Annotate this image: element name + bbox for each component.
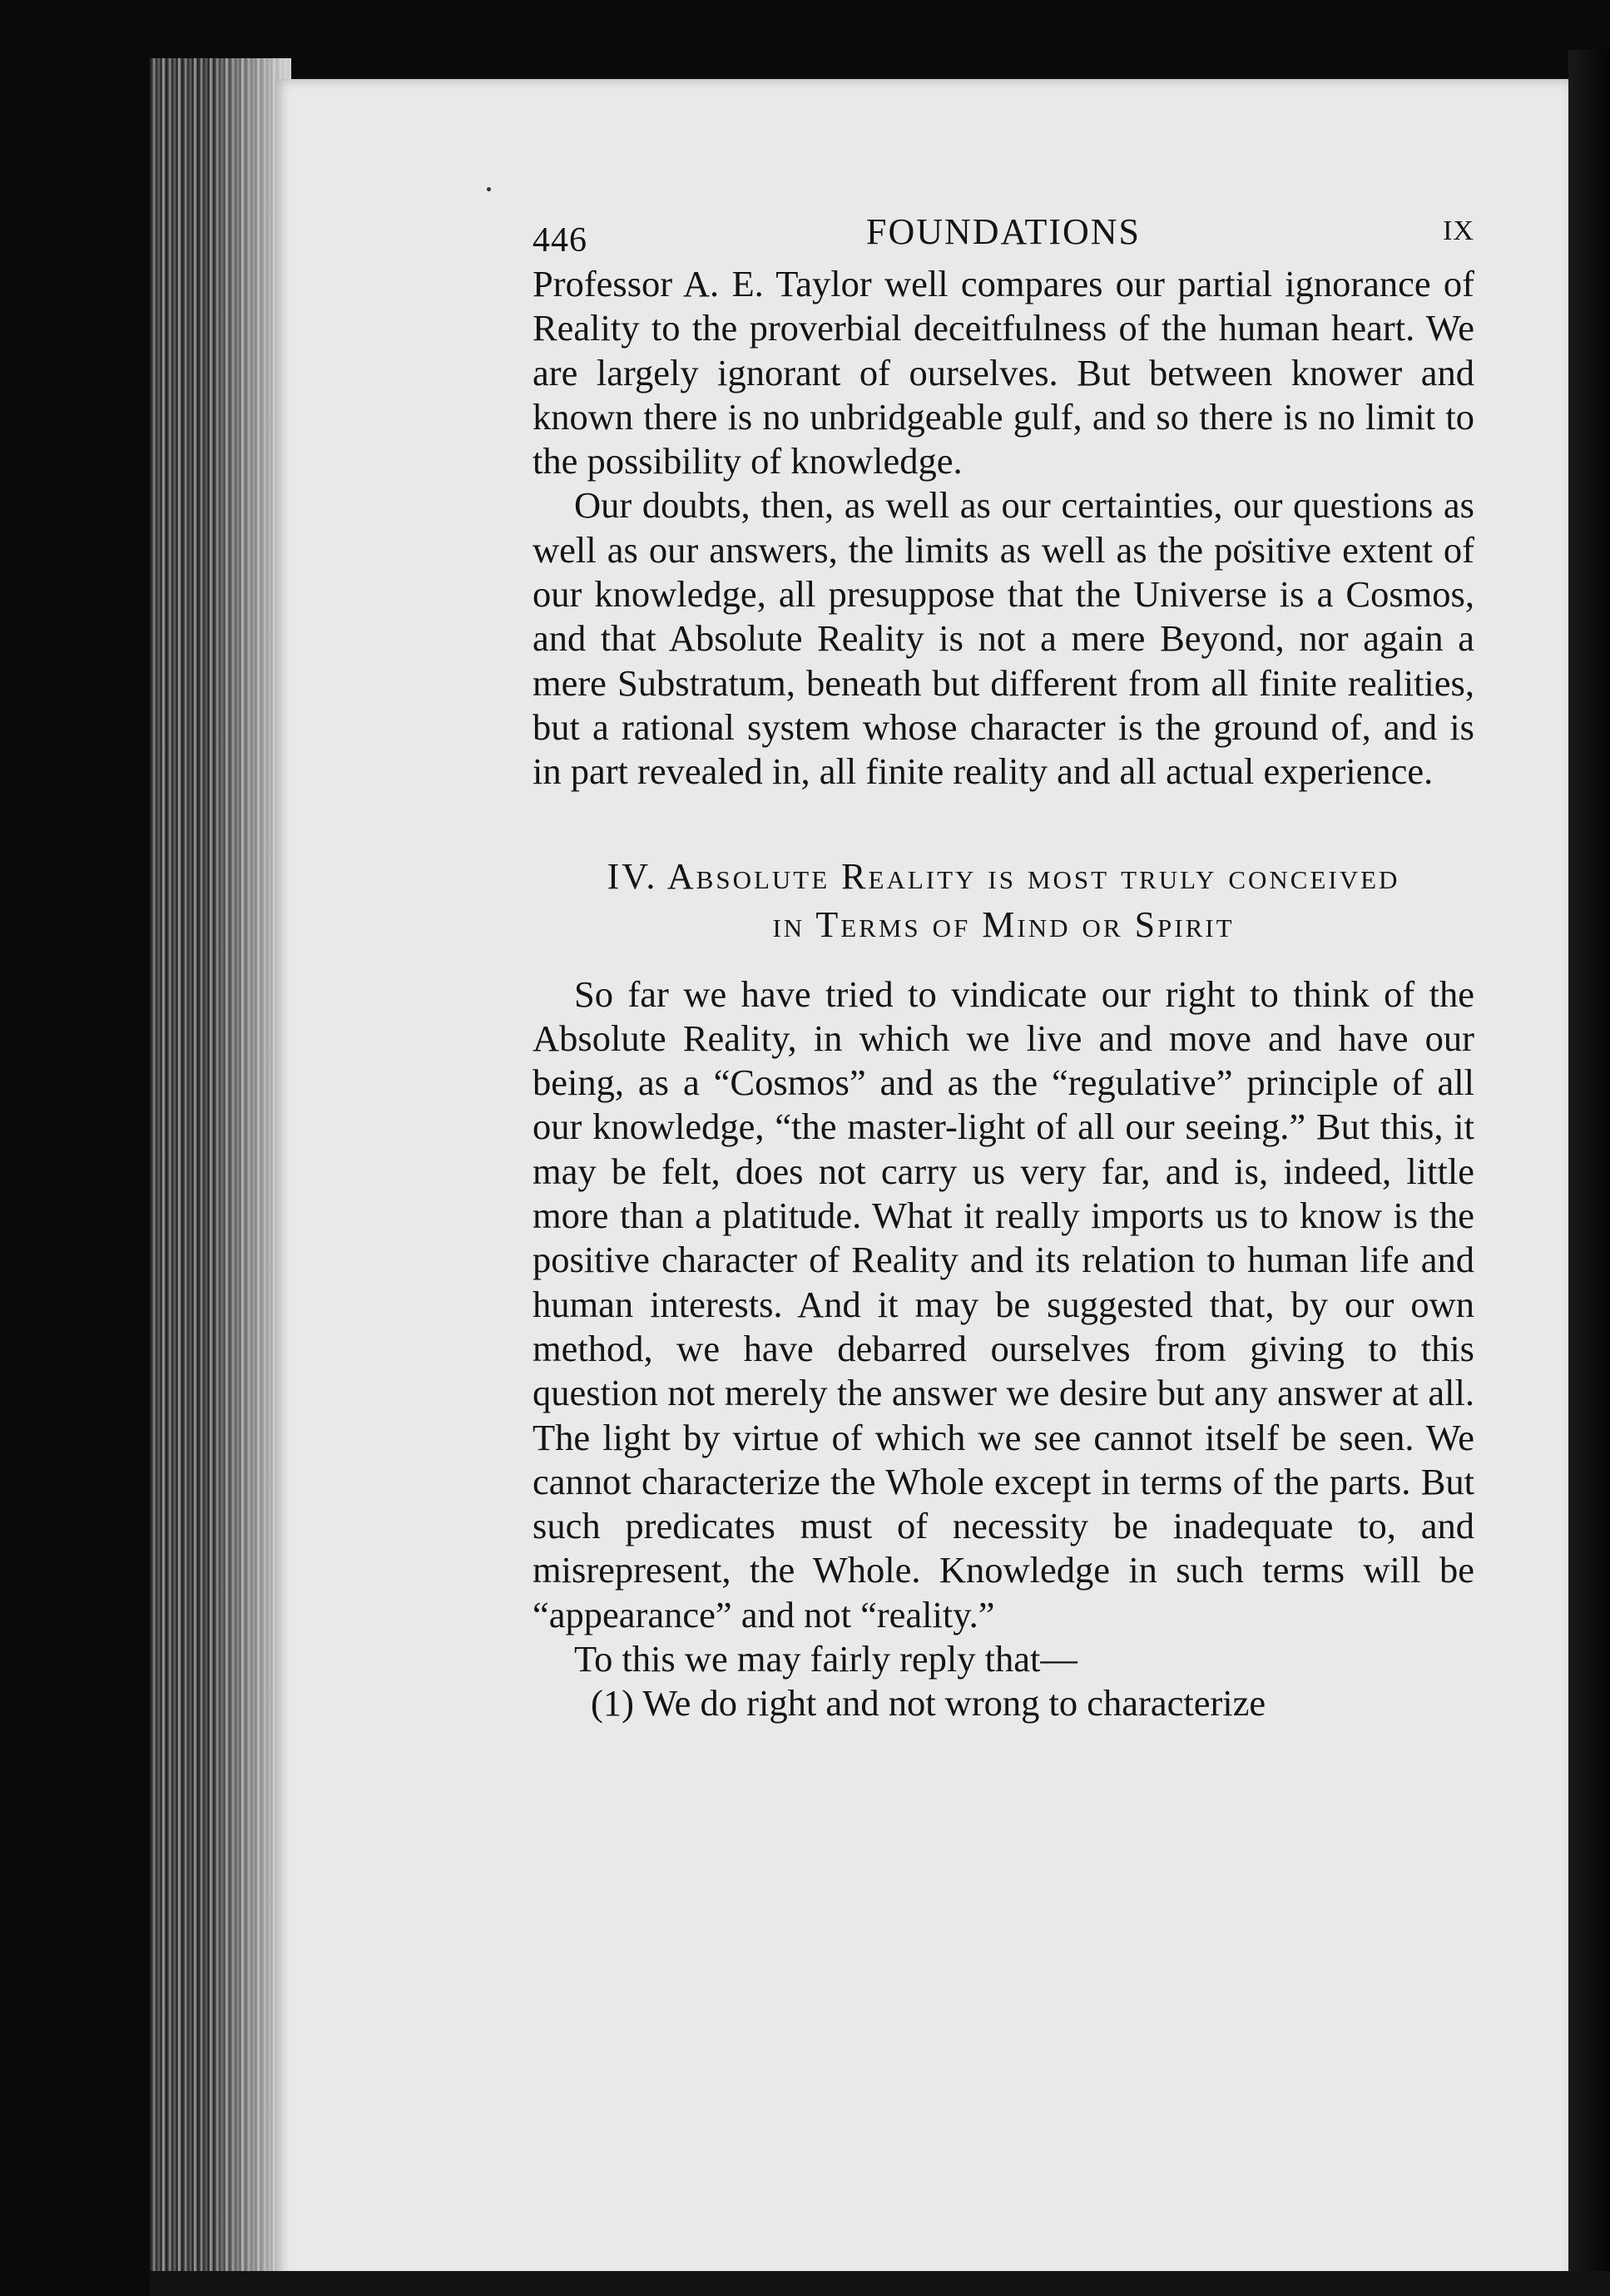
running-head xyxy=(533,204,1474,262)
paragraph: So far we have tried to vindicate our right to think of the Absolute Reality, in which we live and move and have our being, as a “Cosmos” and as the “regulative” principle of all our knowledge, “the master-light of all our seeing.” But this, it may be felt, does not carry us very far, and is, indeed, little more than a platitude. What it really imports us to know is the positive character of Reality and its relation to human life and human interests. And it may be suggested that, by our own method, we have debarred ourselves from giving to this question not merely the answer we desire but any answer at all. The light by virtue of which we see cannot itself be seen. We cannot characterize the Whole except in terms of the parts. But such predicates must of necessity be inadequate to, and misrepresent, the Whole. Knowledge in such terms will be “appearance” and not “reality.” xyxy=(533,972,1474,1635)
section-heading xyxy=(533,853,1474,949)
right-binding-edge xyxy=(1568,50,1610,2296)
bottom-edge xyxy=(150,2271,1610,2296)
dust-speck xyxy=(487,187,491,191)
enumerated-line: (1) We do right and not wrong to characterize xyxy=(591,1682,1266,1724)
page-text xyxy=(533,204,1474,1726)
section-heading-line: in Terms of Mind or Spirit xyxy=(772,903,1235,945)
page-number: 446 xyxy=(533,221,587,260)
running-title: FOUNDATIONS xyxy=(865,211,1142,252)
section-heading-line: IV. Absolute Reality is most truly conceived xyxy=(607,855,1400,897)
paragraph: To this we may fairly reply that— xyxy=(574,1638,1077,1680)
paragraph: Our doubts, then, as well as our certainties, our questions as well as our answers, the limits as well as the positive extent of our knowledge, all presuppose that the Universe is a Cosmos, and that Absolute Reality is not a mere Beyond, nor again a mere Substratum, beneath but different from all finite realities, but a rational system whose character is the ground of, and is in part revealed in, all finite reality and all actual experience. xyxy=(533,484,1474,793)
chapter-number: IX xyxy=(1443,215,1474,246)
paragraph: Professor A. E. Taylor well compares our partial ignorance of Reality to the proverbial deceitfulness of the human heart. We are largely ignorant of ourselves. But between knower and known there is no unbridgeable gulf, and so there is no limit to the possibility of knowledge. xyxy=(533,263,1474,482)
